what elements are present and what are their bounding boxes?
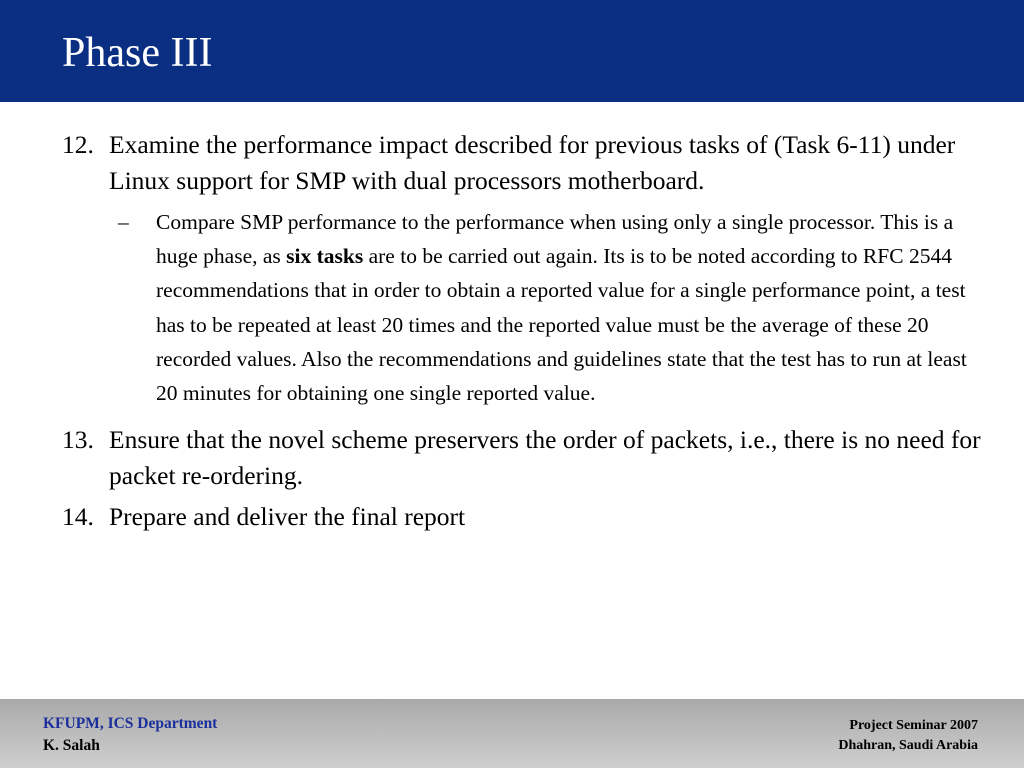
footer-event: Project Seminar 2007	[849, 718, 978, 733]
sub-text-bold: six tasks	[286, 244, 364, 269]
sub-bullet	[118, 205, 976, 410]
footer-department: KFUPM, ICS Department	[43, 715, 218, 732]
title-bar	[0, 0, 1024, 102]
footer-left	[43, 713, 217, 757]
slide-title: Phase III	[62, 30, 213, 76]
item-number: 12.	[62, 130, 94, 159]
footer-author: K. Salah	[43, 737, 100, 754]
footer-location: Dhahran, Saudi Arabia	[838, 738, 978, 753]
slide-body	[62, 127, 992, 540]
item-text: Prepare and deliver the final report	[109, 502, 466, 532]
list-item-13	[62, 422, 992, 494]
item-number: 14.	[62, 502, 94, 532]
item-number: 13.	[62, 425, 94, 455]
sub-text-before: Compare SMP performance to the performance when using only a single processor. This is a huge phase, as	[156, 210, 954, 269]
item-text: Ensure that the novel scheme preservers the order of packets, i.e., there is no need for packet re-ordering.	[109, 425, 981, 491]
footer-right	[838, 716, 978, 756]
dash-bullet: –	[118, 210, 129, 234]
item-text: Examine the performance impact described for previous tasks of (Task 6-11) under Linux support for SMP with dual processors motherboard.	[109, 130, 956, 195]
list-item-12	[62, 127, 992, 199]
sub-text-after: are to be carried out again. Its is to be noted according to RFC 2544 recommendations that in order to obtain a reported value for a single performance point, a test has to be repeated at least 20 times and the reported value must be the average of these 20 recorded values. Also the recommendations and guidelines state that the test has to run at least 20 minutes for obtaining one single reported value.	[156, 244, 967, 406]
list-item-14	[62, 499, 992, 535]
